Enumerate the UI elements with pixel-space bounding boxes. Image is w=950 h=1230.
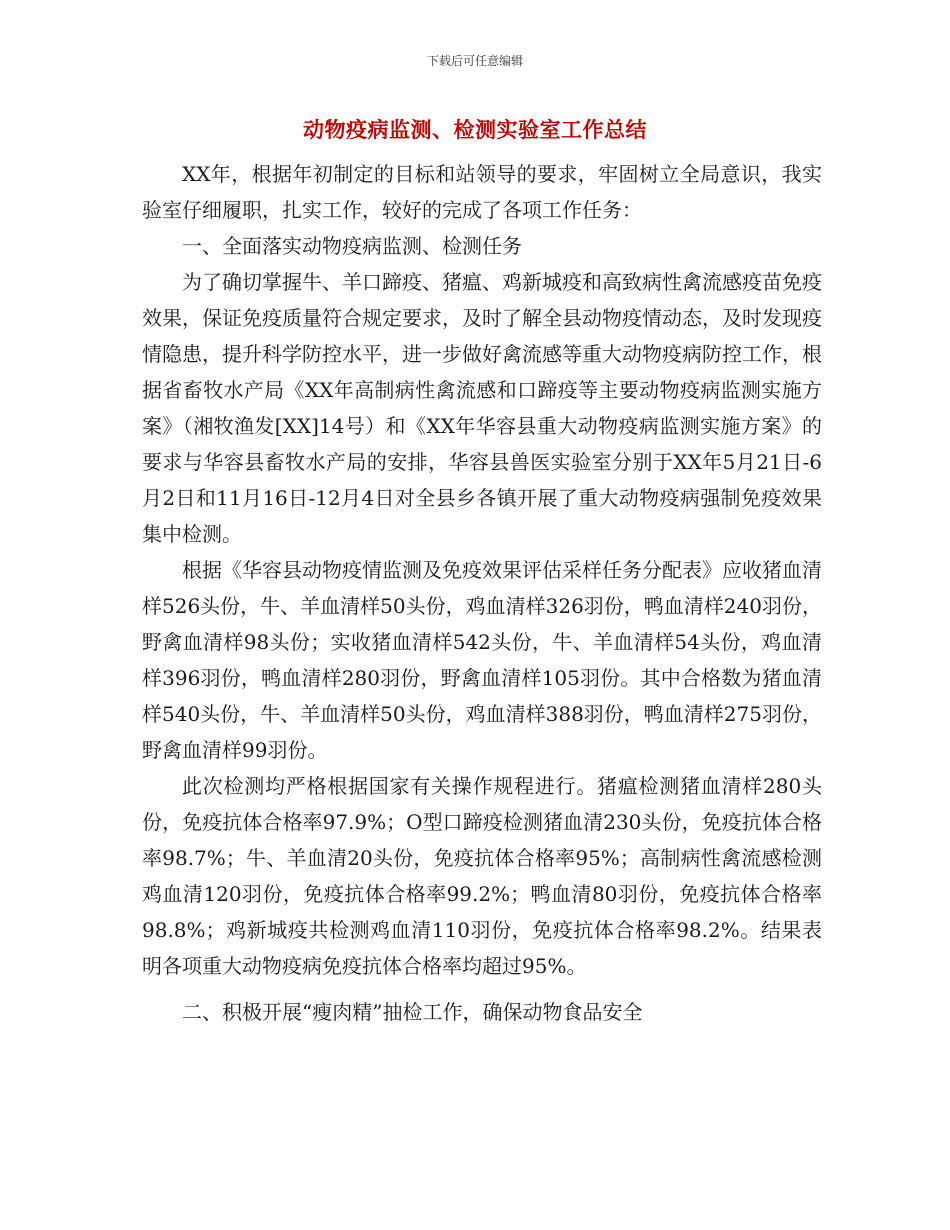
paragraph-samples: 根据《华容县动物疫情监测及免疫效果评估采样任务分配表》应收猪血清样526头份，牛、羊血清样50头份，鸡血清样326羽份，鸭血清样240羽份，野禽血清样98头份；实收猪血清样542头份，牛、羊血清样54头份，鸡血清样396羽份，鸭血清样280羽份，野禽血清样105羽份。其中合格数为猪血清样540头份，牛、羊血清样50头份，鸡血清样388羽份，鸭血清样275羽份，野禽血清样99羽份。 (142, 558, 822, 762)
section-heading-2: 二、积极开展“瘦肉精”抽检工作，确保动物食品安全 (182, 1000, 643, 1024)
section-heading-1: 一、全面落实动物疫病监测、检测任务 (182, 234, 522, 258)
document-title: 动物疫病监测、检测实验室工作总结 (303, 117, 647, 142)
paragraph-monitoring: 为了确切掌握牛、羊口蹄疫、猪瘟、鸡新城疫和高致病性禽流感疫苗免疫效果，保证免疫质量符合规定要求，及时了解全县动物疫情动态，及时发现疫情隐患，提升科学防控水平，进一步做好禽流感等重大动物疫病防控工作，根据省畜牧水产局《XX年高制病性禽流感和口蹄疫等主要动物疫病监测实施方案》（湘牧渔发[XX]14号）和《XX年华容县重大动物疫病监测实施方案》的要求与华容县畜牧水产局的安排，华容县兽医实验室分别于XX年5月21日-6月2日和11月16日-12月4日对全县乡各镇开展了重大动物疫病强制免疫效果集中检测。 (142, 270, 822, 546)
paragraph-intro: XX年，根据年初制定的目标和站领导的要求，牢固树立全局意识，我实验室仔细履职，扎实工作，较好的完成了各项工作任务： (142, 162, 822, 222)
header-note: 下载后可任意编辑 (426, 54, 523, 68)
paragraph-results: 此次检测均严格根据国家有关操作规程进行。猪瘟检测猪血清样280头份，免疫抗体合格率97.9%；O型口蹄疫检测猪血清230头份，免疫抗体合格率98.7%；牛、羊血清20头份，免疫抗体合格率95%；高制病性禽流感检测鸡血清120羽份，免疫抗体合格率99.2%；鸭血清80羽份，免疫抗体合格率98.8%；鸡新城疫共检测鸡血清110羽份，免疫抗体合格率98.2%。结果表明各项重大动物疫病免疫抗体合格率均超过95%。 (142, 774, 822, 978)
document-body (142, 156, 822, 1030)
